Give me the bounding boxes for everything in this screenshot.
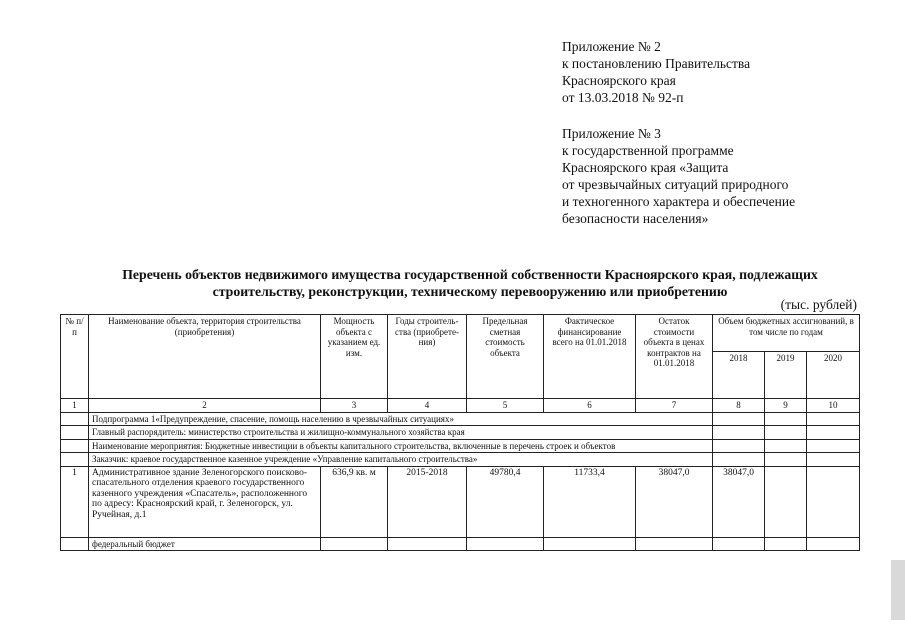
document-title-line-1: Перечень объектов недвижимого имущества государственной собственности Красноярского края, подлежащих xyxy=(122,267,818,282)
document-title xyxy=(70,266,870,300)
section-row-subprogram xyxy=(61,412,860,426)
header-financed: Фактическое финансирование всего на 01.01.2018 xyxy=(544,315,636,399)
table-header-row xyxy=(61,315,860,352)
col-number: 5 xyxy=(467,399,544,413)
federal-budget-label: федеральный бюджет xyxy=(89,537,321,551)
object-name: Административное здание Зеленогорского поисково-спасательного отделения краевого государственного казенного учреждения «Спасатель», расположенного по адресу: Красноярский край, г. Зеленогорск, ул. Ручейная, д.1 xyxy=(89,466,321,537)
section-subprogram: Подпрограмма 1«Предупреждение, спасение, помощь населению в чрезвычайных ситуациях» xyxy=(89,412,713,426)
col-number: 3 xyxy=(321,399,388,413)
object-estimate: 49780,4 xyxy=(467,466,544,537)
section-customer: Заказчик: краевое государственное казенное учреждение «Управление капитального строительства» xyxy=(89,453,713,467)
header-years: Годы строитель-ства (приобрете-ния) xyxy=(388,315,467,399)
col-number: 10 xyxy=(807,399,860,413)
appendix-2-block xyxy=(562,38,750,106)
col-number: 6 xyxy=(544,399,636,413)
appendix-2-line: Красноярского края xyxy=(562,73,676,88)
object-financed: 11733,4 xyxy=(544,466,636,537)
appendix-3-title: Приложение № 3 xyxy=(562,126,661,141)
units-label: (тыс. рублей) xyxy=(780,297,857,312)
object-num: 1 xyxy=(61,466,89,537)
header-2020: 2020 xyxy=(807,352,860,399)
section-manager: Главный распорядитель: министерство строительства и жилищно-коммунального хозяйства края xyxy=(89,426,713,440)
header-2018: 2018 xyxy=(713,352,765,399)
object-2019 xyxy=(765,466,807,537)
appendix-3-line: безопасности населения» xyxy=(562,211,709,226)
appendix-3-line: и техногенного характера и обеспечение xyxy=(562,194,796,209)
section-row-measure xyxy=(61,439,860,453)
object-remainder: 38047,0 xyxy=(636,466,713,537)
appendix-3-line: от чрезвычайных ситуаций природного xyxy=(562,177,789,192)
object-2020 xyxy=(807,466,860,537)
col-number: 7 xyxy=(636,399,713,413)
objects-table xyxy=(60,314,860,551)
scan-edge-shadow xyxy=(891,560,905,620)
table-row-federal xyxy=(61,537,860,551)
appendix-3-line: к государственной программе xyxy=(562,143,734,158)
col-number: 1 xyxy=(61,399,89,413)
table-row xyxy=(61,466,860,537)
section-measure: Наименование мероприятия: Бюджетные инвестиции в объекты капитального строительства, включенные в перечень строек и объектов xyxy=(89,439,713,453)
col-number: 2 xyxy=(89,399,321,413)
header-num: № п/п xyxy=(61,315,89,399)
header-estimate: Предельная сметная стоимость объекта xyxy=(467,315,544,399)
appendix-2-date: от 13.03.2018 № 92-п xyxy=(562,90,684,105)
col-number: 8 xyxy=(713,399,765,413)
object-years: 2015-2018 xyxy=(388,466,467,537)
column-number-row xyxy=(61,399,860,413)
header-2019: 2019 xyxy=(765,352,807,399)
section-row-manager xyxy=(61,426,860,440)
object-capacity: 636,9 кв. м xyxy=(321,466,388,537)
col-number: 4 xyxy=(388,399,467,413)
section-row-customer xyxy=(61,453,860,467)
header-remainder: Остаток стоимости объекта в ценах контрактов на 01.01.2018 xyxy=(636,315,713,399)
document-title-line-2: строительству, реконструкции, техническому перевооружению или приобретению xyxy=(212,284,728,299)
appendix-2-line: к постановлению Правительства xyxy=(562,56,751,71)
object-2018: 38047,0 xyxy=(713,466,765,537)
header-name: Наименование объекта, территория строительства (приобретения) xyxy=(89,315,321,399)
col-number: 9 xyxy=(765,399,807,413)
header-capacity: Мощность объекта с указанием ед. изм. xyxy=(321,315,388,399)
appendix-3-line: Красноярского края «Защита xyxy=(562,160,729,175)
header-budget: Объем бюджетных ассигнований, в том числе по годам xyxy=(713,315,860,352)
appendix-2-title: Приложение № 2 xyxy=(562,39,661,54)
appendix-3-block xyxy=(562,125,795,227)
